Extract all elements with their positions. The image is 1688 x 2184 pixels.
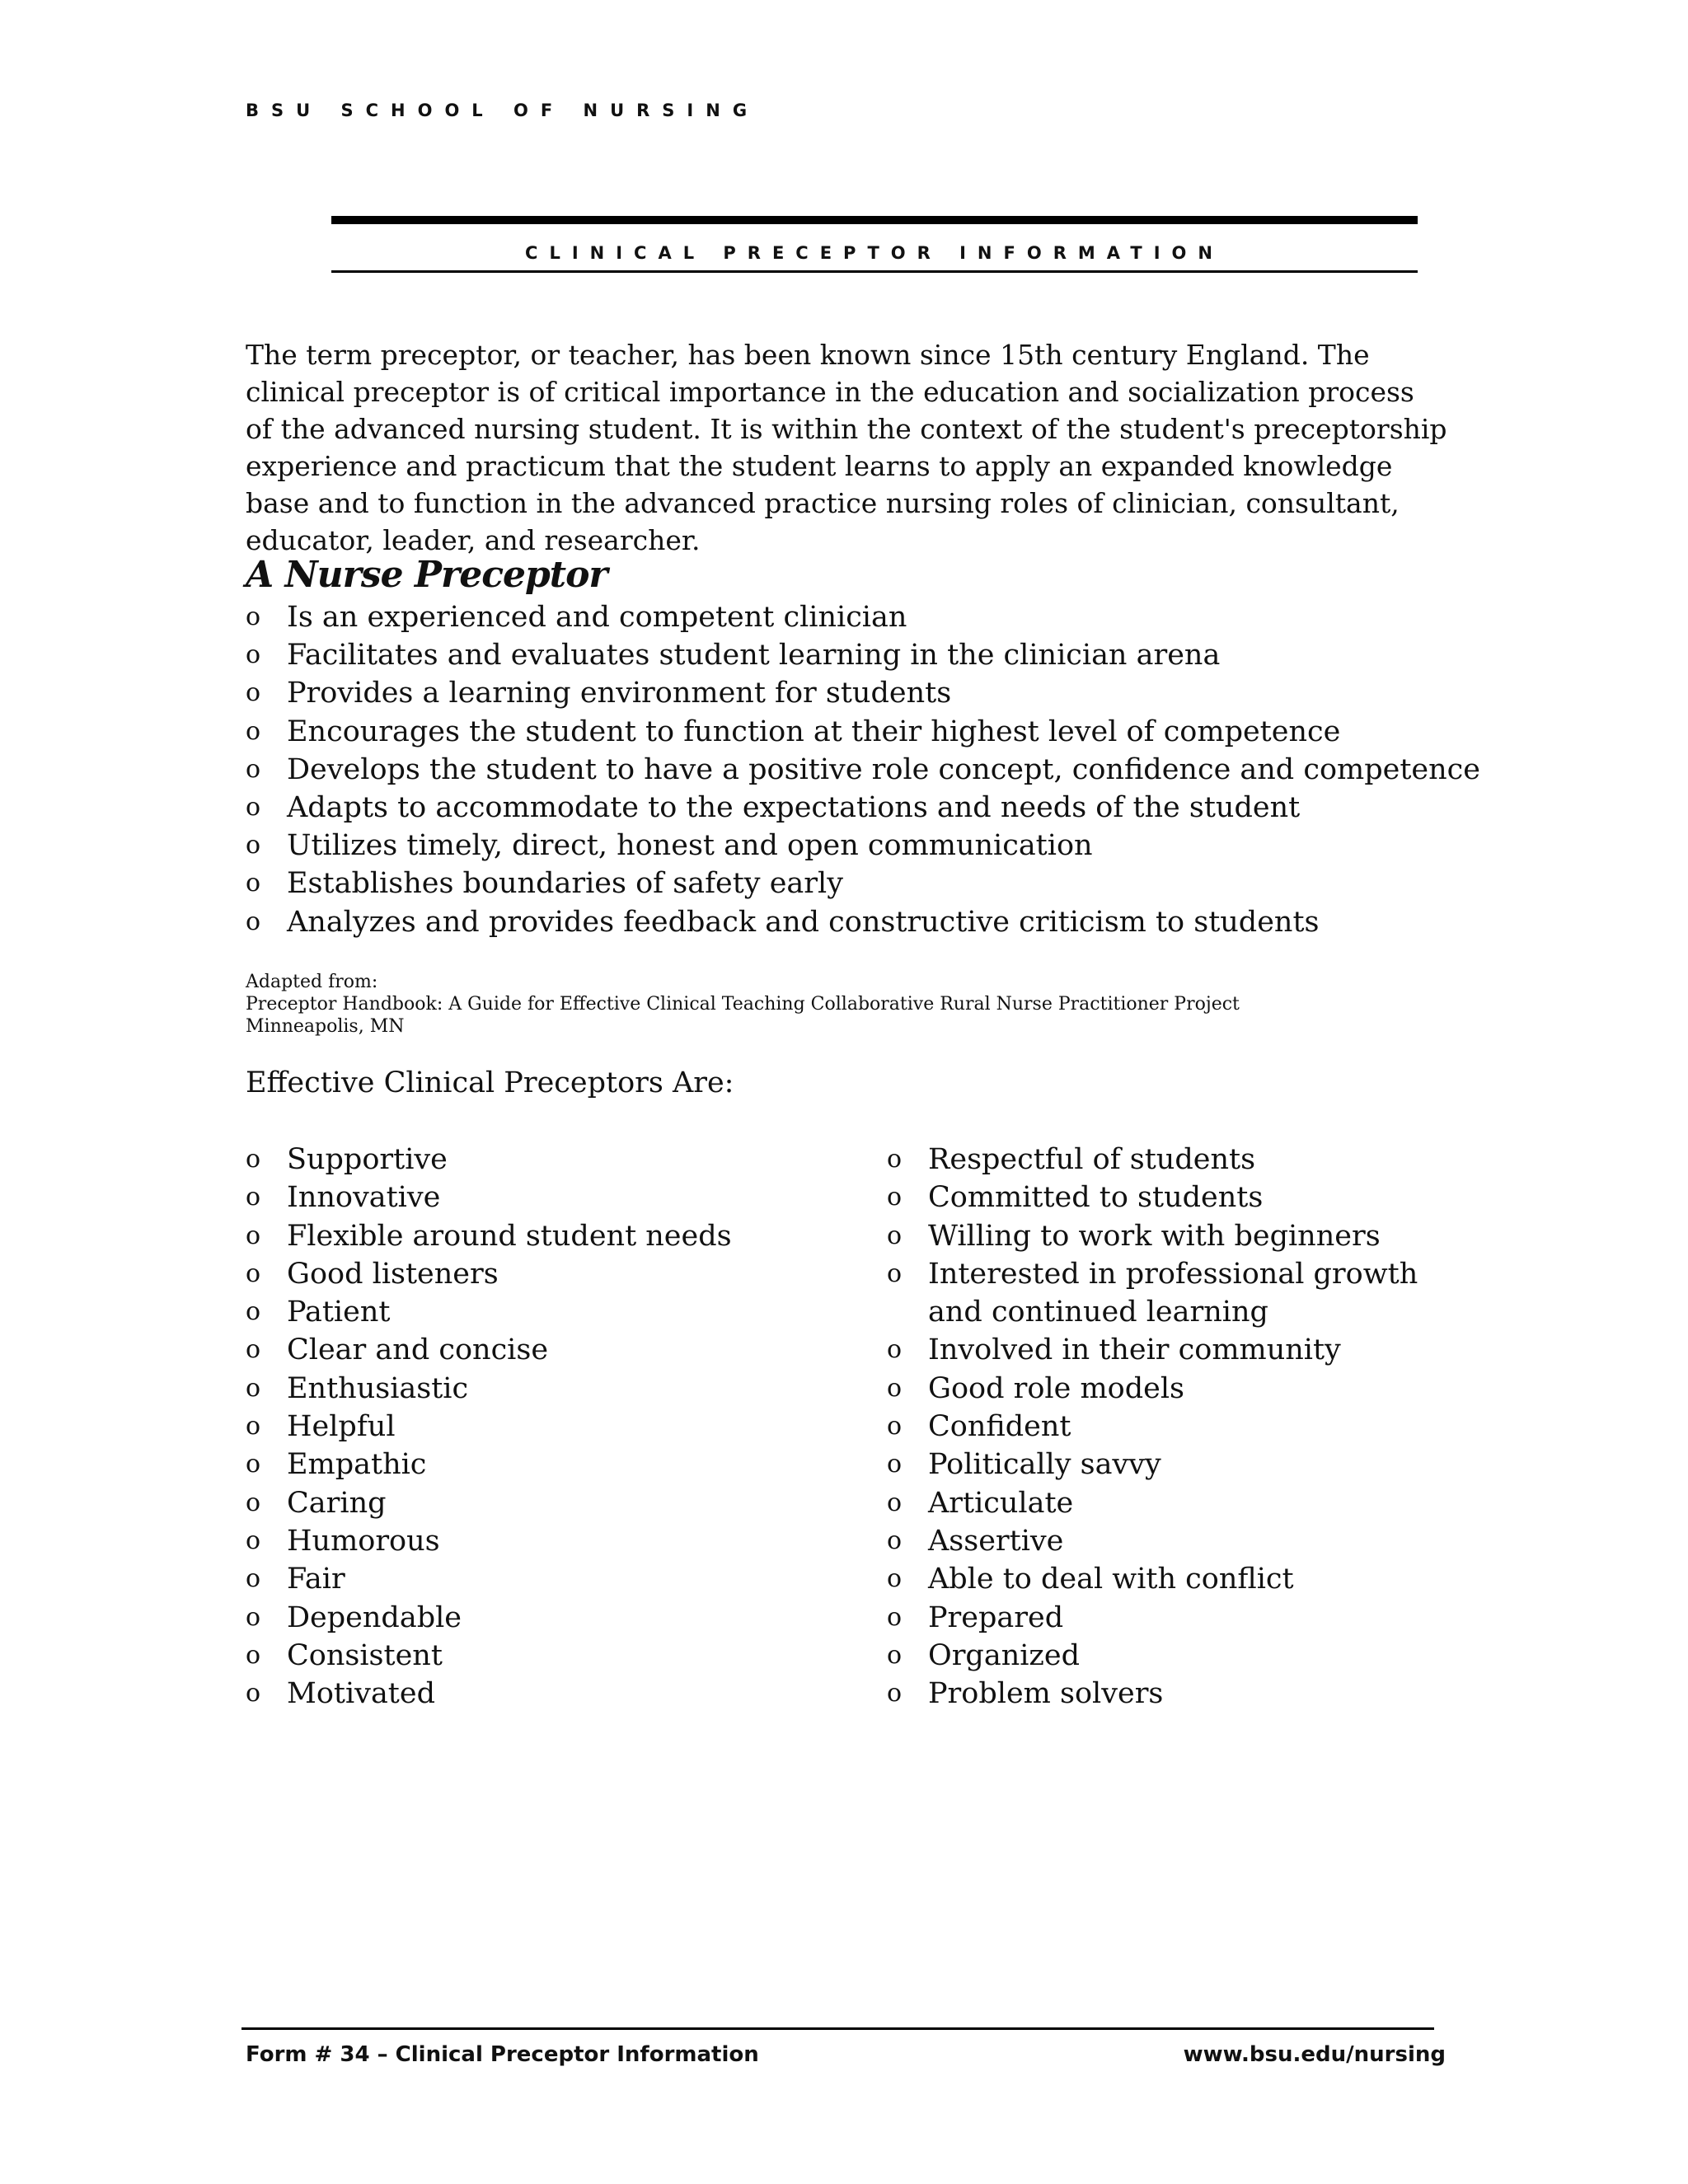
list-item	[887, 1331, 1418, 1369]
bullet-icon: o	[246, 678, 261, 708]
bullet-icon: o	[246, 907, 261, 936]
bullet-icon: o	[887, 1335, 903, 1365]
title-rule-bottom	[331, 270, 1418, 273]
list-item-text: Analyzes and provides feedback and constructive criticism to students	[287, 905, 1320, 939]
section-title-block	[331, 216, 1418, 273]
list-item-text: Utilizes timely, direct, honest and open communication	[287, 829, 1093, 863]
section-title: CLINICAL PRECEPTOR INFORMATION	[525, 243, 1224, 263]
bullet-icon: o	[246, 1258, 261, 1288]
list-item-text: Dependable	[287, 1601, 462, 1634]
list-item-text: and continued learning	[928, 1296, 1268, 1329]
list-item	[246, 674, 1480, 712]
list-item	[246, 751, 1480, 789]
list-item	[246, 1255, 732, 1293]
list-item-text: Enthusiastic	[287, 1371, 469, 1405]
list-item	[246, 865, 1480, 902]
bullet-icon: o	[887, 1373, 903, 1403]
bullet-icon: o	[887, 1145, 903, 1174]
list-item-text: Involved in their community	[928, 1333, 1341, 1367]
list-item	[246, 1179, 732, 1216]
bullet-icon: o	[246, 1373, 261, 1403]
bullet-icon: o	[246, 1335, 261, 1365]
list-item-text: Develops the student to have a positive role concept, confidence and competence	[287, 752, 1480, 786]
list-item-text: Articulate	[928, 1486, 1074, 1520]
list-item	[246, 827, 1480, 865]
source-title: Preceptor Handbook: A Guide for Effective Clinical Teaching Collaborative Rural Nurse Practitioner Project	[246, 994, 1240, 1015]
effective-list-right	[887, 1141, 1418, 1713]
list-item-text: Flexible around student needs	[287, 1219, 732, 1253]
bullet-icon: o	[246, 793, 261, 823]
list-item-text: Committed to students	[928, 1181, 1264, 1215]
bullet-icon: o	[887, 1640, 903, 1670]
bullet-icon: o	[887, 1183, 903, 1212]
bullet-icon: o	[246, 640, 261, 670]
list-item-text: Able to deal with conflict	[928, 1563, 1294, 1596]
list-item	[246, 1370, 732, 1408]
bullet-icon: o	[246, 1221, 261, 1250]
list-item-text: Supportive	[287, 1143, 448, 1176]
list-item-text: Good listeners	[287, 1257, 499, 1291]
bullet-icon: o	[246, 1679, 261, 1708]
list-item-text: Consistent	[287, 1638, 443, 1672]
list-item	[887, 1484, 1418, 1522]
effective-preceptors-heading: Effective Clinical Preceptors Are:	[246, 1066, 734, 1099]
list-item-text: Organized	[928, 1638, 1080, 1672]
list-item-text: Willing to work with beginners	[928, 1219, 1381, 1253]
list-item	[246, 1522, 732, 1560]
list-item-text: Helpful	[287, 1410, 396, 1444]
list-item-text: Caring	[287, 1486, 387, 1520]
bullet-icon: o	[246, 1450, 261, 1479]
list-item	[887, 1599, 1418, 1637]
bullet-icon: o	[887, 1679, 903, 1708]
bullet-icon: o	[887, 1258, 903, 1288]
list-item-text: Innovative	[287, 1181, 441, 1215]
footer-form-label: Form # 34 – Clinical Preceptor Information	[246, 2042, 759, 2067]
bullet-icon: o	[246, 1640, 261, 1670]
title-rule-top	[331, 216, 1418, 224]
bullet-icon: o	[887, 1412, 903, 1441]
list-item	[246, 1484, 732, 1522]
bullet-icon: o	[887, 1526, 903, 1555]
source-citation	[246, 971, 1240, 1038]
list-item-text: Facilitates and evaluates student learning in the clinician arena	[287, 639, 1221, 673]
source-location: Minneapolis, MN	[246, 1016, 405, 1037]
nurse-preceptor-list	[246, 598, 1480, 941]
list-item-text: Patient	[287, 1296, 391, 1329]
bullet-icon: o	[887, 1564, 903, 1594]
list-item-text: Provides a learning environment for students	[287, 677, 952, 710]
list-item	[246, 1141, 732, 1179]
list-item	[246, 1560, 732, 1598]
list-item	[246, 1637, 732, 1675]
bullet-icon: o	[246, 869, 261, 898]
footer-rule	[241, 2027, 1434, 2030]
list-item-text: Humorous	[287, 1524, 440, 1558]
organization-header: BSU SCHOOL OF NURSING	[246, 101, 760, 120]
bullet-icon: o	[887, 1221, 903, 1250]
source-label: Adapted from:	[246, 972, 378, 992]
list-item	[887, 1560, 1418, 1598]
list-item	[246, 903, 1480, 941]
list-item-text: Good role models	[928, 1371, 1185, 1405]
bullet-icon: o	[246, 1145, 261, 1174]
bullet-icon: o	[887, 1602, 903, 1632]
list-item	[246, 1446, 732, 1483]
list-item-text: Confident	[928, 1410, 1071, 1444]
list-item-text: Prepared	[928, 1601, 1064, 1634]
list-item-text: Adapts to accommodate to the expectations and needs of the student	[287, 791, 1301, 825]
bullet-icon: o	[246, 1297, 261, 1327]
list-item	[246, 1331, 732, 1369]
footer-website-link[interactable]: www.bsu.edu/nursing	[1183, 2042, 1446, 2067]
bullet-icon: o	[246, 1564, 261, 1594]
list-item	[887, 1255, 1418, 1293]
intro-paragraph: The term preceptor, or teacher, has been known since 15th century England. The clinical preceptor is of critical importance in the education and socialization process of the advanced nursing student. It is within the context of the student's preceptorship experience and practicum that the student learns to apply an expanded knowledge base and to function in the advanced practice nursing roles of clinician, consultant, educator, leader, and researcher.	[246, 339, 1447, 556]
list-item-text: Motivated	[287, 1677, 435, 1711]
list-item-text: Establishes boundaries of safety early	[287, 867, 843, 901]
list-item	[246, 1599, 732, 1637]
list-item	[887, 1637, 1418, 1675]
bullet-icon: o	[246, 1412, 261, 1441]
list-item	[887, 1370, 1418, 1408]
bullet-icon: o	[887, 1488, 903, 1517]
bullet-icon: o	[246, 1488, 261, 1517]
list-item	[887, 1446, 1418, 1483]
list-item	[246, 1217, 732, 1255]
list-item	[887, 1675, 1418, 1713]
list-item-text: Assertive	[928, 1524, 1064, 1558]
list-item	[246, 713, 1480, 751]
bullet-icon: o	[246, 754, 261, 784]
list-item	[246, 1675, 732, 1713]
bullet-icon: o	[246, 602, 261, 631]
list-item-text: Is an experienced and competent clinician	[287, 601, 907, 634]
list-item-text: Respectful of students	[928, 1143, 1256, 1176]
list-item-text: Fair	[287, 1563, 345, 1596]
list-item	[887, 1522, 1418, 1560]
list-item	[887, 1217, 1418, 1255]
list-item-text: Clear and concise	[287, 1333, 549, 1367]
list-item	[246, 598, 1480, 636]
list-item	[246, 1408, 732, 1446]
list-item-text: Empathic	[287, 1448, 427, 1482]
list-item-text: Politically savvy	[928, 1448, 1161, 1482]
list-item-continuation	[887, 1293, 1418, 1331]
bullet-icon: o	[887, 1450, 903, 1479]
bullet-icon: o	[246, 716, 261, 746]
list-item	[246, 636, 1480, 674]
bullet-icon: o	[246, 1183, 261, 1212]
bullet-icon: o	[246, 1602, 261, 1632]
list-item-text: Interested in professional growth	[928, 1257, 1418, 1291]
list-item	[887, 1408, 1418, 1446]
nurse-preceptor-heading: A Nurse Preceptor	[246, 554, 607, 596]
list-item	[887, 1141, 1418, 1179]
effective-list-left	[246, 1141, 732, 1713]
bullet-icon: o	[246, 1526, 261, 1555]
list-item-text: Encourages the student to function at their highest level of competence	[287, 715, 1341, 748]
bullet-icon: o	[246, 831, 261, 860]
list-item	[246, 789, 1480, 827]
list-item-text: Problem solvers	[928, 1677, 1164, 1711]
list-item	[887, 1179, 1418, 1216]
list-item	[246, 1293, 732, 1331]
